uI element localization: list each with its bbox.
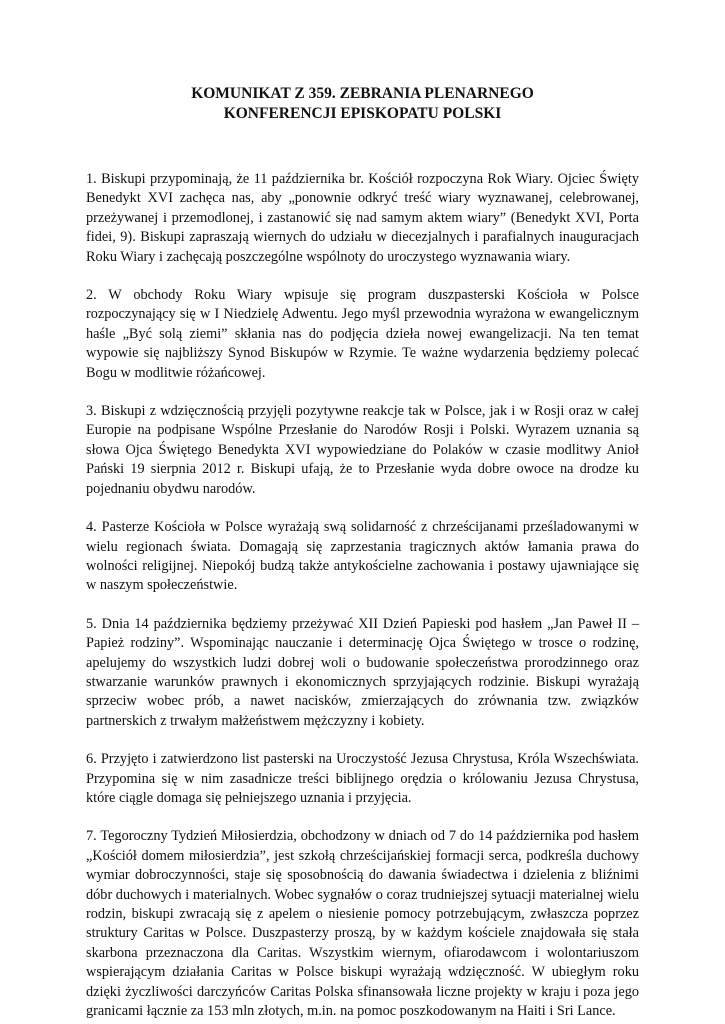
paragraph-4: 4. Pasterze Kościoła w Polsce wyrażają swą solidarność z chrześcijanami prześladowanymi w wielu regionach świata. Domagają się zaprzestania tragicznych aktów łamania prawa do wolności religijnej. Niepokój budzą także antykościelne zachowania i postawy ujawniające się w naszym społeczeństwie. [86, 519, 639, 594]
title-line-1: KOMUNIKAT Z 359. ZEBRANIA PLENARNEGO [191, 85, 534, 102]
paragraph-1: 1. Biskupi przypominają, że 11 października br. Kościół rozpoczyna Rok Wiary. Ojciec Święty Benedykt XVI zachęca nas, aby „ponownie odkryć treść wiary wyznawanej, celebrowanej, przeżywanej i przemodlonej, i zastanowić się nad samym aktem wiary” (Benedykt XVI, Porta fidei, 9). Biskupi zapraszają wiernych do udziału w diecezjalnych i parafialnych inauguracjach Roku Wiary i zachęcają poszczególne wspólnoty do uroczystego wyznawania wiary. [86, 171, 639, 265]
paragraph-7: 7. Tegoroczny Tydzień Miłosierdzia, obchodzony w dniach od 7 do 14 października pod hasłem „Kościół domem miłosierdzia”, jest szkołą chrześcijańskiej formacji serca, podkreśla duchowy wymiar dobroczynności, staje się sposobnością do dawania świadectwa i dzielenia z bliźnimi dóbr duchowych i materialnych. Wobec sygnałów o coraz trudniejszej sytuacji materialnej wielu rodzin, biskupi zwracają się z apelem o niesienie pomocy potrzebującym, zwłaszcza poprzez struktury Caritas w Polsce. Duszpasterzy proszą, by w każdym kościele znajdowała się stała skarbona przeznaczona dla Caritas. Wszystkim wiernym, ofiarodawcom i wolontariuszom wspierającym działania Caritas w Polsce biskupi wyrażają wdzięczność. W ubiegłym roku dzięki życzliwości darczyńców Caritas Polska sfinansowała liczne projekty w kraju i poza jego granicami łącznie za 153 mln złotych, m.in. na pomoc poszkodowanym na Haiti i Sri Lance. [86, 828, 639, 1020]
page-title [86, 84, 639, 124]
paragraph-2: 2. W obchody Roku Wiary wpisuje się program duszpasterski Kościoła w Polsce rozpoczynający się w I Niedzielę Adwentu. Jego myśl przewodnia wyrażona w ewangelicznym haśle „Być solą ziemi” skłania nas do podjęcia dzieła nowej ewangelizacji. Na ten temat wypowie się najbliższy Synod Biskupów w Rzymie. Te ważne wydarzenia będziemy polecać Bogu w modlitwie różańcowej. [86, 287, 639, 381]
paragraph-5: 5. Dnia 14 października będziemy przeżywać XII Dzień Papieski pod hasłem „Jan Paweł II – Papież rodziny”. Wspominając nauczanie i determinację Ojca Świętego w trosce o rodzinę, apelujemy do wszystkich ludzi dobrej woli o budowanie społeczeństwa prorodzinnego oraz stwarzanie warunków prawnych i ekonomicznych sprzyjających rodzinie. Biskupi wyrażają sprzeciw wobec prób, a nawet nacisków, zmierzających do zrównania tzw. związków partnerskich z trwałym małżeństwem mężczyzny i kobiety. [86, 615, 639, 729]
document-body [86, 170, 639, 1021]
paragraph-6: 6. Przyjęto i zatwierdzono list pasterski na Uroczystość Jezusa Chrystusa, Króla Wszechświata. Przypomina się w nim zasadnicze treści biblijnego orędzia o królowaniu Jezusa Chrystusa, które ciągle domaga się pełniejszego uznania i przyjęcia. [86, 751, 639, 806]
paragraph-3: 3. Biskupi z wdzięcznością przyjęli pozytywne reakcje tak w Polsce, jak i w Rosji oraz w całej Europie na podpisane Wspólne Przesłanie do Narodów Rosji i Polski. Wyrazem uznania są słowa Ojca Świętego Benedykta XVI wypowiedziane do Polaków w czasie modlitwy Anioł Pański 19 sierpnia 2012 r. Biskupi ufają, że to Przesłanie wyda dobre owoce na drodze ku pojednaniu obydwu narodów. [86, 403, 639, 497]
title-line-2: KONFERENCJI EPISKOPATU POLSKI [223, 105, 502, 122]
